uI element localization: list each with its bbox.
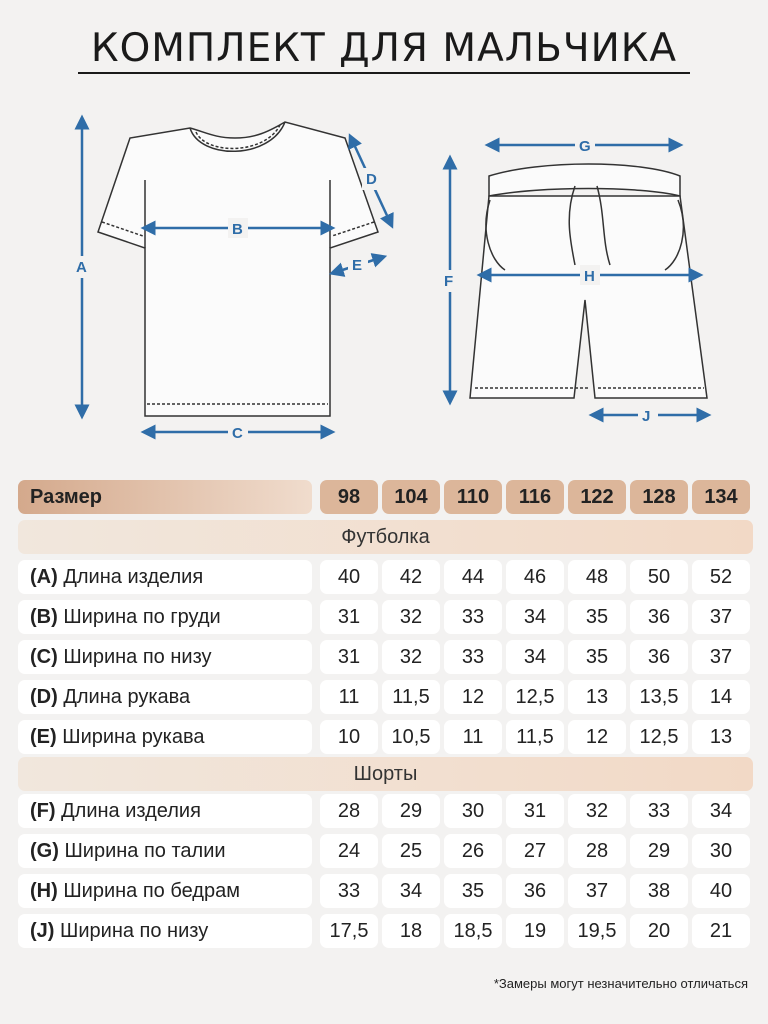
value-cell: 12,5 [506, 680, 564, 714]
value-cell: 33 [320, 874, 378, 908]
value-cell: 11 [444, 720, 502, 754]
value-cell: 34 [692, 794, 750, 828]
value-cell: 28 [568, 834, 626, 868]
size-header: 128 [630, 480, 688, 514]
row-name: Ширина по талии [64, 840, 226, 862]
value-cell: 36 [506, 874, 564, 908]
value-cell: 12 [444, 680, 502, 714]
value-cell: 32 [382, 640, 440, 674]
value-cell: 10,5 [382, 720, 440, 754]
value-cell: 31 [506, 794, 564, 828]
value-cell: 12,5 [630, 720, 688, 754]
value-cell: 28 [320, 794, 378, 828]
value-cell: 33 [444, 600, 502, 634]
row-name: Ширина рукава [62, 726, 205, 748]
value-cell: 13,5 [630, 680, 688, 714]
section-shorts: Шорты [18, 757, 753, 791]
value-cell: 42 [382, 560, 440, 594]
value-cell: 34 [382, 874, 440, 908]
garment-diagram [0, 100, 768, 450]
size-header: 122 [568, 480, 626, 514]
value-cell: 38 [630, 874, 688, 908]
row-label [18, 680, 312, 714]
value-cell: 17,5 [320, 914, 378, 948]
row-name: Ширина по груди [63, 606, 221, 628]
row-code: (D) [30, 686, 58, 708]
value-cell: 37 [568, 874, 626, 908]
size-header: 116 [506, 480, 564, 514]
value-cell: 11,5 [382, 680, 440, 714]
row-code: (E) [30, 726, 57, 748]
row-label [18, 600, 312, 634]
value-cell: 11,5 [506, 720, 564, 754]
size-header-label: Размер [18, 480, 312, 514]
value-cell: 32 [382, 600, 440, 634]
value-cell: 27 [506, 834, 564, 868]
dim-label-d: D [366, 171, 377, 188]
value-cell: 30 [444, 794, 502, 828]
dim-label-e: E [352, 257, 363, 274]
value-cell: 13 [692, 720, 750, 754]
dim-label-a: A [76, 259, 87, 276]
value-cell: 18 [382, 914, 440, 948]
value-cell: 32 [568, 794, 626, 828]
value-cell: 37 [692, 600, 750, 634]
row-label [18, 874, 312, 908]
value-cell: 34 [506, 640, 564, 674]
row-code: (H) [30, 880, 58, 902]
row-label [18, 794, 312, 828]
size-header: 134 [692, 480, 750, 514]
row-label [18, 720, 312, 754]
value-cell: 35 [568, 640, 626, 674]
row-name: Длина изделия [63, 566, 204, 588]
value-cell: 10 [320, 720, 378, 754]
value-cell: 31 [320, 600, 378, 634]
row-name: Ширина по низу [63, 646, 212, 668]
value-cell: 18,5 [444, 914, 502, 948]
value-cell: 40 [692, 874, 750, 908]
row-name: Длина рукава [63, 686, 191, 708]
dim-label-g: G [579, 138, 591, 155]
value-cell: 11 [320, 680, 378, 714]
value-cell: 19 [506, 914, 564, 948]
row-code: (F) [30, 800, 56, 822]
row-code: (C) [30, 646, 58, 668]
value-cell: 13 [568, 680, 626, 714]
value-cell: 29 [382, 794, 440, 828]
value-cell: 35 [444, 874, 502, 908]
row-code: (B) [30, 606, 58, 628]
dim-label-f: F [444, 273, 454, 290]
row-name: Длина изделия [61, 800, 201, 822]
row-code: (A) [30, 566, 58, 588]
value-cell: 30 [692, 834, 750, 868]
value-cell: 35 [568, 600, 626, 634]
value-cell: 50 [630, 560, 688, 594]
row-label [18, 640, 312, 674]
section-tshirt: Футболка [18, 520, 753, 554]
size-header: 98 [320, 480, 378, 514]
row-label [18, 834, 312, 868]
size-header: 104 [382, 480, 440, 514]
value-cell: 31 [320, 640, 378, 674]
value-cell: 37 [692, 640, 750, 674]
row-label [18, 914, 312, 948]
row-label [18, 560, 312, 594]
value-cell: 36 [630, 600, 688, 634]
value-cell: 26 [444, 834, 502, 868]
row-code: (J) [30, 920, 55, 942]
value-cell: 12 [568, 720, 626, 754]
dim-label-j: J [642, 408, 651, 425]
value-cell: 21 [692, 914, 750, 948]
value-cell: 25 [382, 834, 440, 868]
dim-label-c: C [232, 425, 243, 442]
value-cell: 33 [630, 794, 688, 828]
value-cell: 33 [444, 640, 502, 674]
dim-label-b: B [232, 221, 243, 238]
value-cell: 14 [692, 680, 750, 714]
row-code: (G) [30, 840, 59, 862]
value-cell: 20 [630, 914, 688, 948]
row-name: Ширина по низу [60, 920, 209, 942]
value-cell: 44 [444, 560, 502, 594]
value-cell: 52 [692, 560, 750, 594]
value-cell: 24 [320, 834, 378, 868]
page-title: КОМПЛЕКТ ДЛЯ МАЛЬЧИКА [90, 26, 678, 71]
tshirt-illustration [98, 122, 378, 416]
footnote: *Замеры могут незначительно отличаться [493, 976, 748, 991]
value-cell: 36 [630, 640, 688, 674]
value-cell: 34 [506, 600, 564, 634]
dim-label-h: H [584, 268, 595, 285]
value-cell: 19,5 [568, 914, 626, 948]
title-underline [78, 72, 690, 74]
row-name: Ширина по бедрам [63, 880, 240, 902]
value-cell: 46 [506, 560, 564, 594]
size-header: 110 [444, 480, 502, 514]
value-cell: 40 [320, 560, 378, 594]
value-cell: 48 [568, 560, 626, 594]
value-cell: 29 [630, 834, 688, 868]
